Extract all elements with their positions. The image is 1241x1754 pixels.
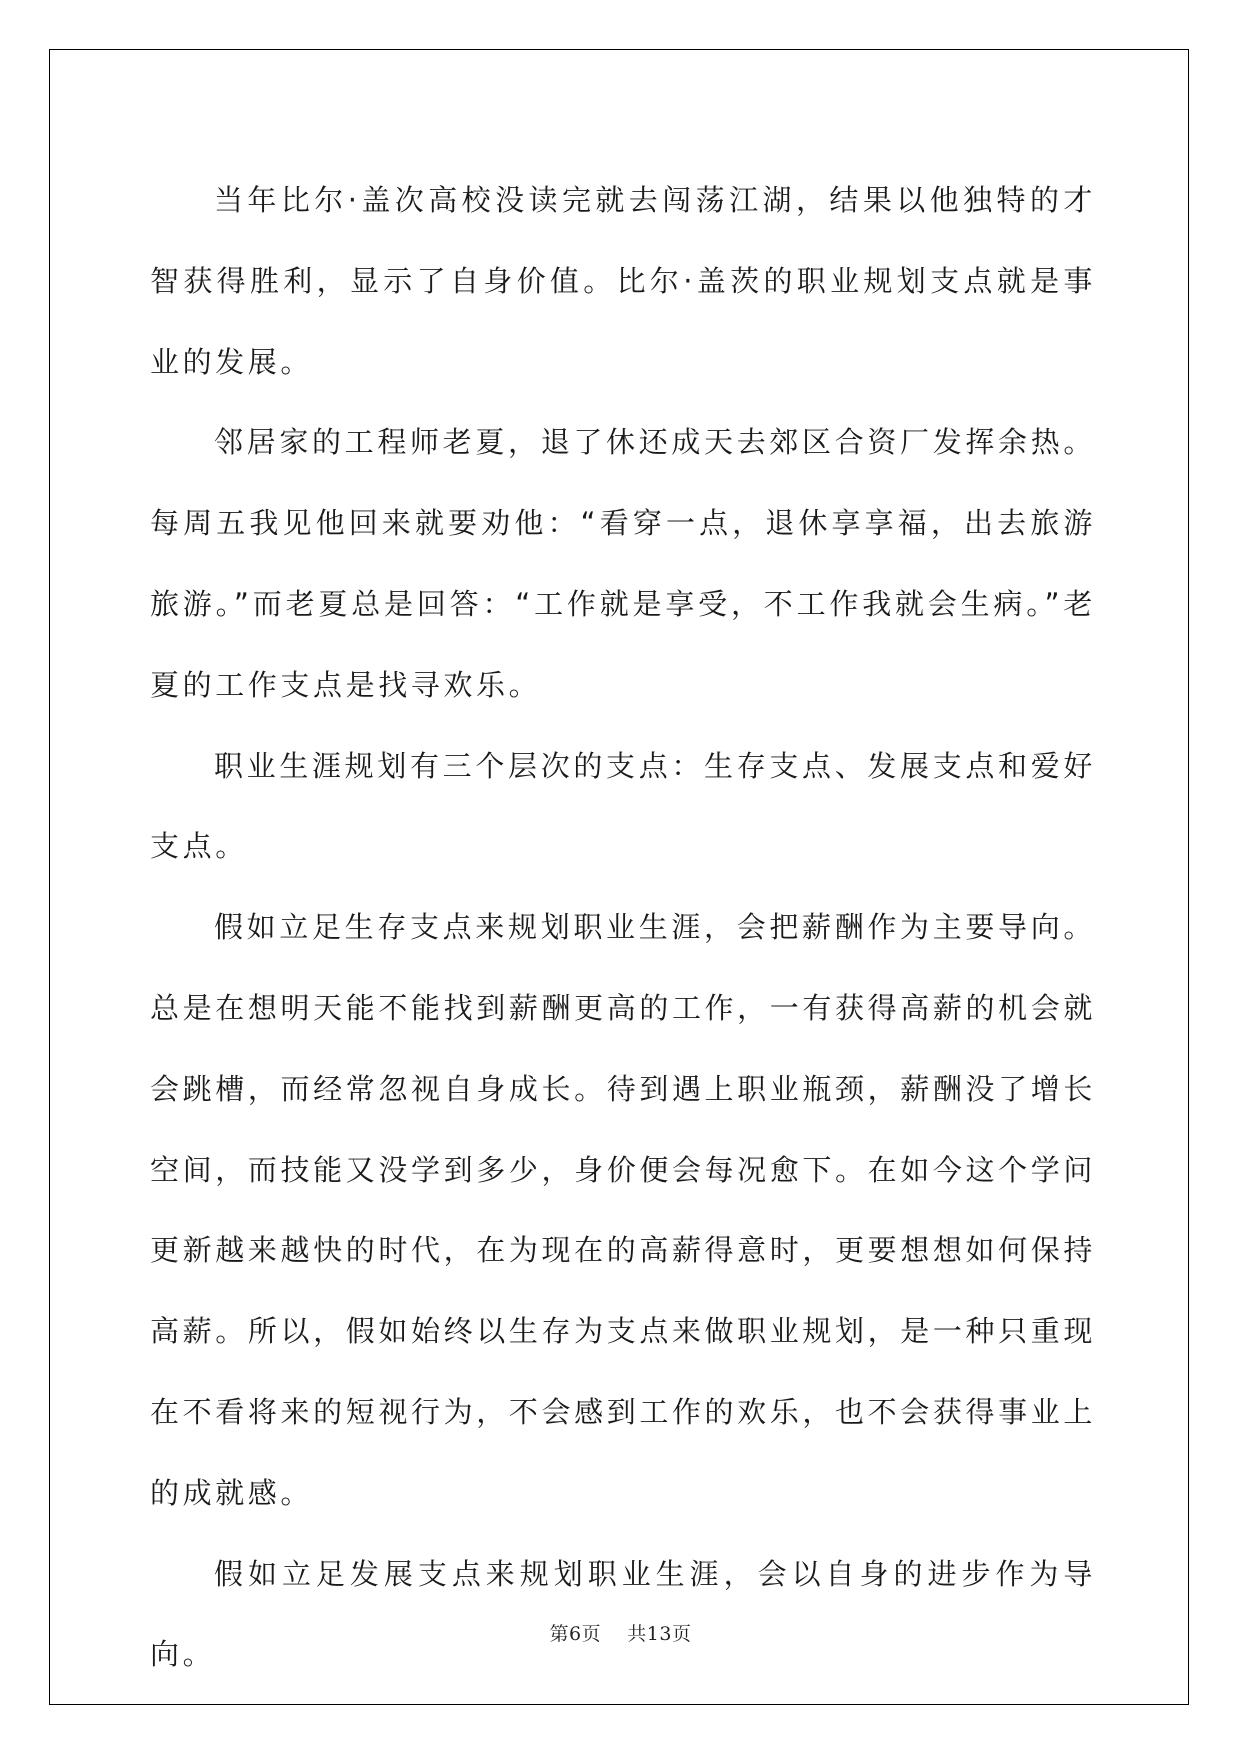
- page-number: 第6页: [549, 1623, 602, 1645]
- page-total: 共13页: [627, 1623, 692, 1645]
- page-footer: [0, 1619, 1241, 1646]
- paragraph-development-fulcrum: 假如立足发展支点来规划职业生涯，会以自身的进步作为导向。: [150, 1556, 1096, 1672]
- paragraph-neighbor-xia: 邻居家的工程师老夏，退了休还成天去郊区合资厂发挥余热。每周五我见他回来就要劝他：“看穿一点，退休享享福，出去旅游旅游。”而老夏总是回答：“工作就是享受，不工作我就会生病。”老夏的工作支点是找寻欢乐。: [150, 425, 1096, 702]
- paragraph-survival-fulcrum: 假如立足生存支点来规划职业生涯，会把薪酬作为主要导向。总是在想明天能不能找到薪酬更高的工作，一有获得高薪的机会就会跳槽，而经常忽视自身成长。待到遇上职业瓶颈，薪酬没了增长空间，而技能又没学到多少，身价便会每况愈下。在如今这个学问更新越来越快的时代，在为现在的高薪得意时，更要想想如何保持高薪。所以，假如始终以生存为支点来做职业规划，是一种只重现在不看将来的短视行为，不会感到工作的欢乐，也不会获得事业上的成就感。: [150, 910, 1096, 1510]
- document-body: [150, 160, 1096, 1695]
- paragraph-bill-gates: 当年比尔·盖次高校没读完就去闯荡江湖，结果以他独特的才智获得胜利，显示了自身价值。比尔·盖茨的职业规划支点就是事业的发展。: [150, 183, 1096, 379]
- paragraph-three-levels: 职业生涯规划有三个层次的支点：生存支点、发展支点和爱好支点。: [150, 748, 1096, 864]
